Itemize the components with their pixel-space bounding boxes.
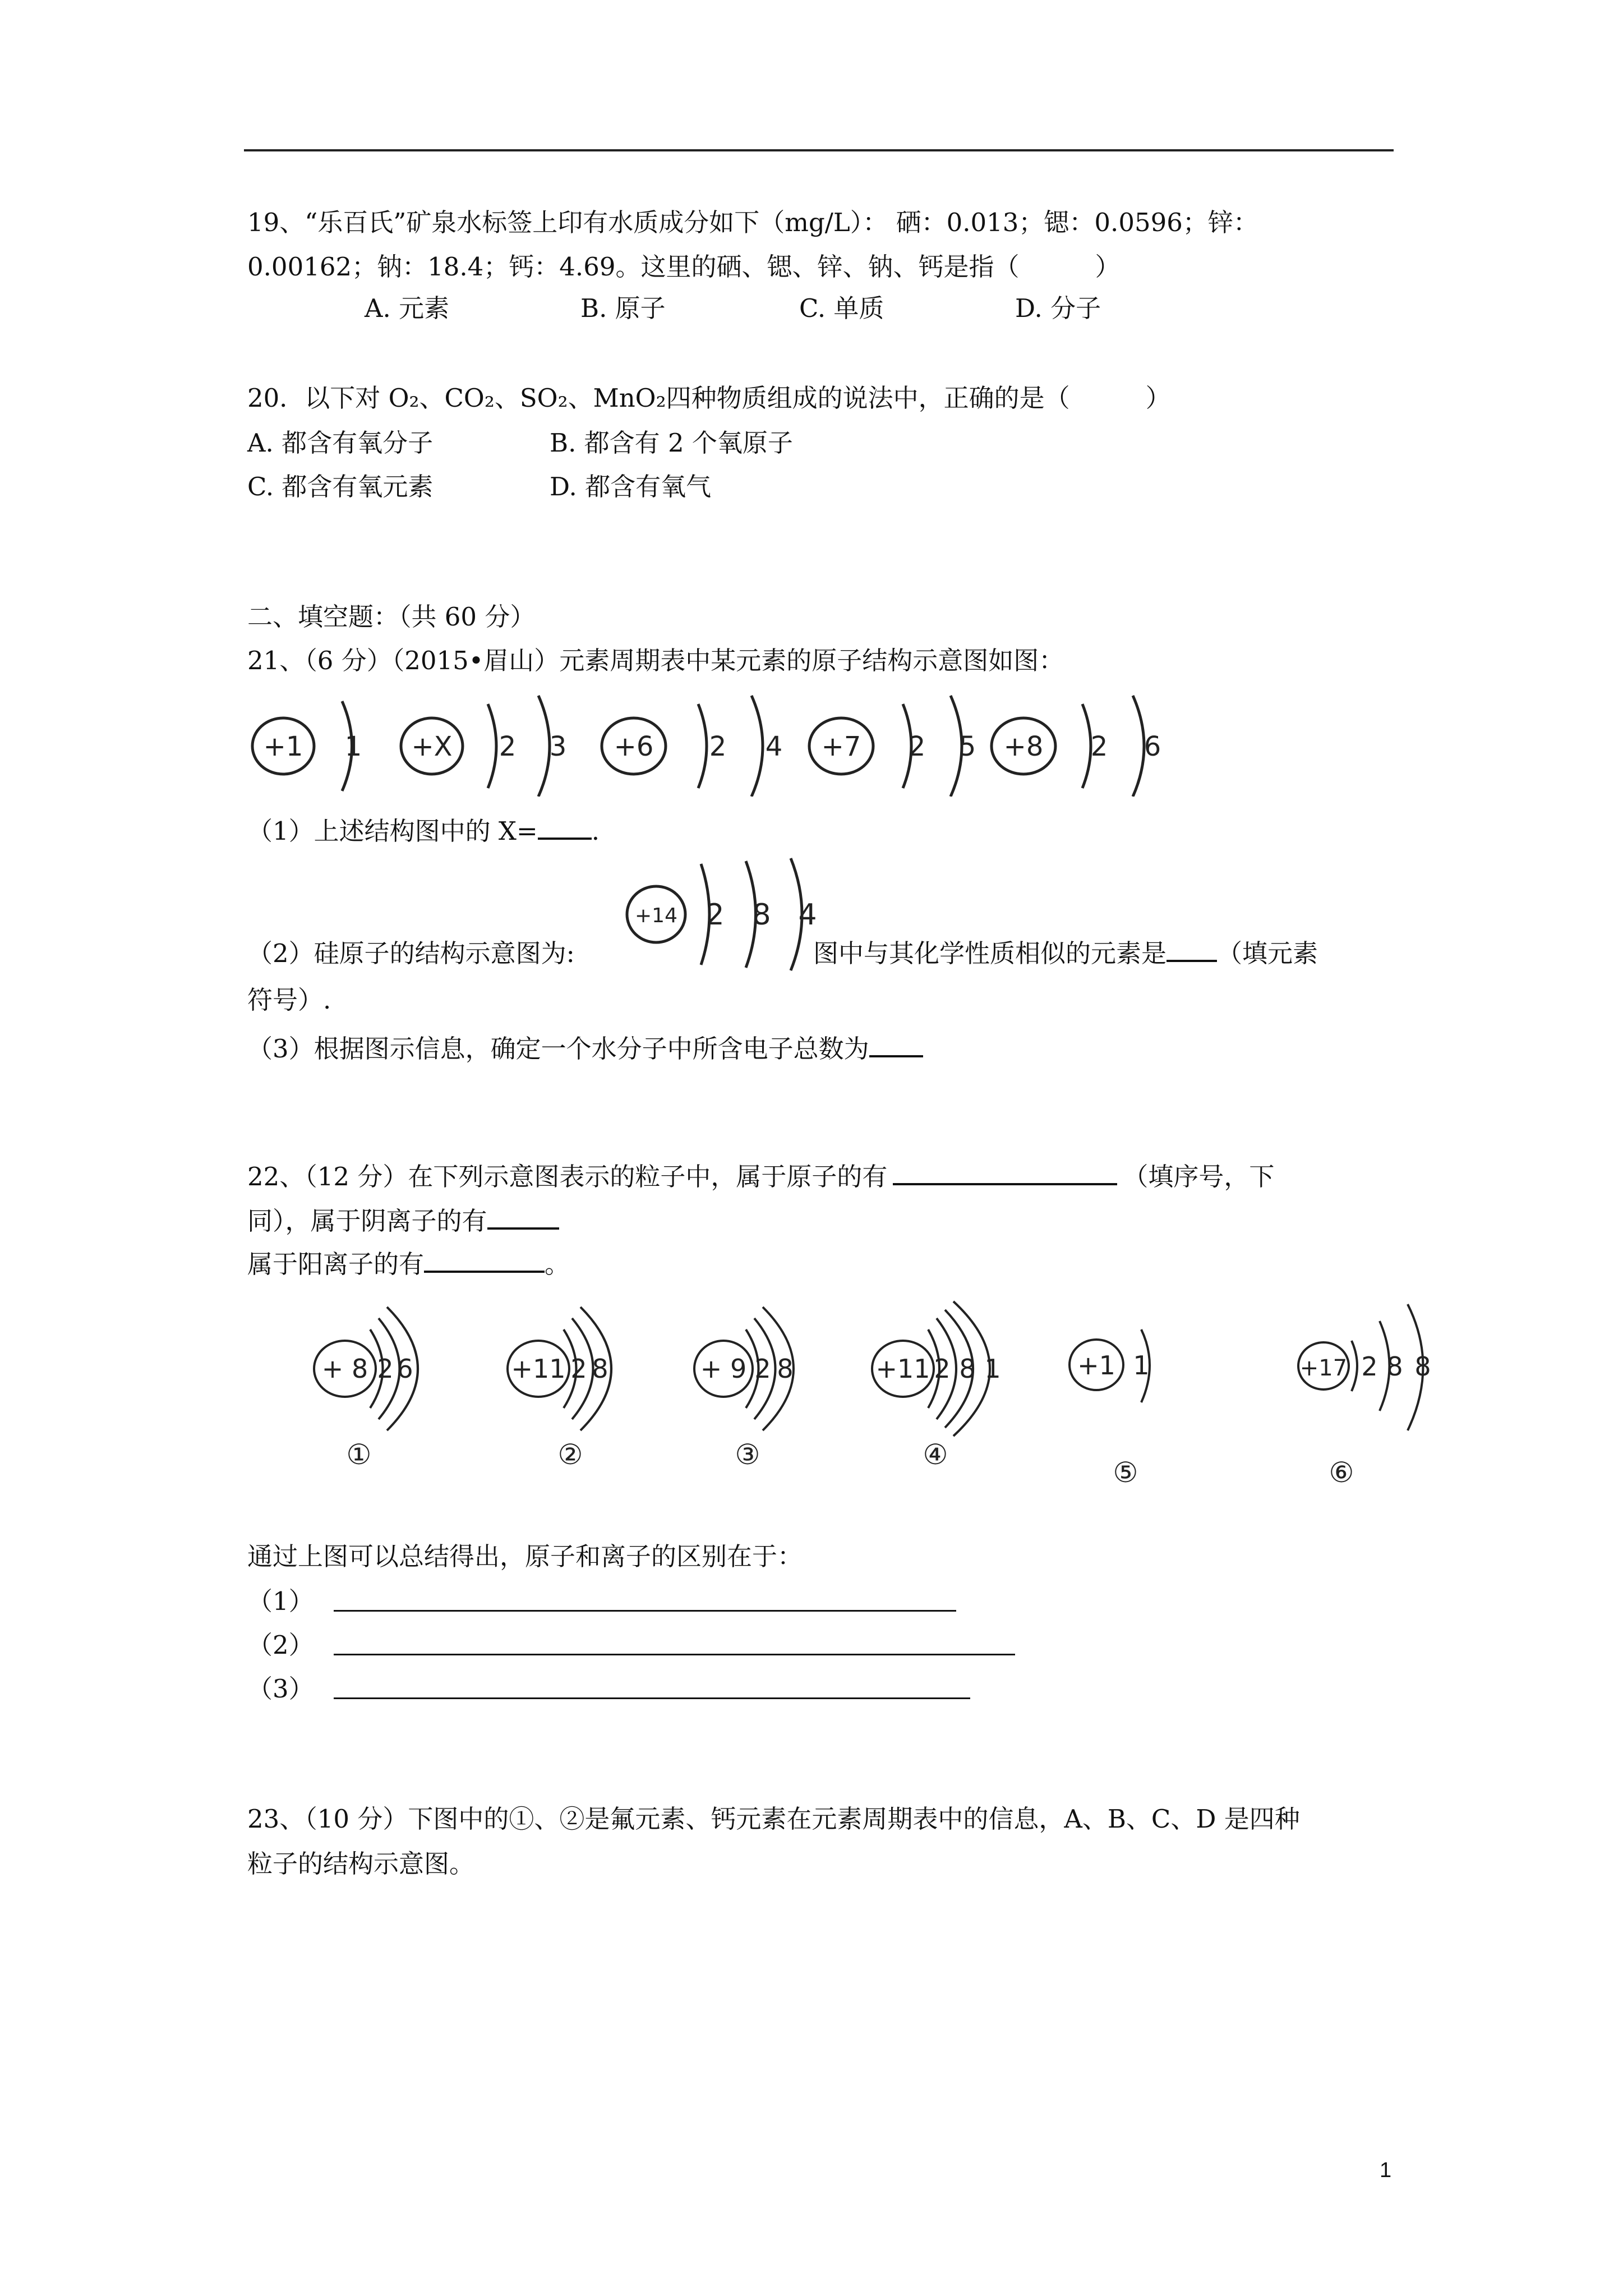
page-number: 1 xyxy=(1380,2159,1392,2182)
q22-answer-line-3[interactable] xyxy=(334,1697,970,1699)
p4-shell2: 8 xyxy=(959,1354,976,1384)
q21-x-blank[interactable] xyxy=(538,815,592,840)
p1-nucleus: + 8 xyxy=(321,1354,368,1384)
q21-sub2-b: 图中与其化学性质相似的元素是 xyxy=(813,938,1167,968)
q19-line1: 19、“乐百氏”矿泉水标签上印有水质成分如下（mg/L）： 硒：0.013；锶：0.0596；锌： xyxy=(247,208,1258,237)
p6-shell1: 2 xyxy=(1361,1351,1378,1382)
q22-line1-b: （填序号，下 xyxy=(1123,1162,1275,1191)
q22-item-2: （2） xyxy=(247,1630,314,1660)
atom5-shell1: 2 xyxy=(1090,731,1108,762)
q21-element-blank[interactable] xyxy=(1166,937,1217,962)
atom3-shell1: 2 xyxy=(709,731,727,762)
q22-line3-text: 属于阳离子的有 xyxy=(247,1249,425,1279)
atom5-nucleus: +8 xyxy=(1003,731,1044,762)
q20-option-b: B. 都含有 2 个氧原子 xyxy=(550,428,793,458)
atom4-nucleus: +7 xyxy=(821,731,861,762)
q22-item-1: （1） xyxy=(247,1586,314,1616)
q20-option-a: A. 都含有氧分子 xyxy=(247,428,434,458)
atom2-shell2: 3 xyxy=(549,731,567,762)
q22-line1-a: 22、（12 分）在下列示意图表示的粒子中，属于原子的有 xyxy=(247,1162,888,1191)
q20-stem: 20．以下对 O₂、CO₂、SO₂、MnO₂四种物质组成的说法中，正确的是（ ） xyxy=(247,383,1171,413)
atom2-shell1: 2 xyxy=(499,731,517,762)
p4-shell1: 2 xyxy=(934,1354,951,1384)
q22-summary: 通过上图可以总结得出，原子和离子的区别在于： xyxy=(247,1542,803,1571)
q19-option-c: C. 单质 xyxy=(799,293,884,323)
q22-answer-line-1[interactable] xyxy=(334,1610,956,1612)
atom3-shell2: 4 xyxy=(765,731,783,762)
p6-label: ⑥ xyxy=(1329,1456,1354,1489)
q22-cation-blank[interactable] xyxy=(424,1248,545,1273)
q22-line2 xyxy=(247,1204,559,1238)
p6-shell3: 8 xyxy=(1414,1351,1431,1382)
q21-stem: 21、（6 分）（2015•眉山）元素周期表中某元素的原子结构示意图如图： xyxy=(247,646,1064,675)
atom1-nucleus: +1 xyxy=(263,731,303,762)
q22-line3-end: 。 xyxy=(545,1249,570,1279)
silicon-nucleus: +14 xyxy=(635,904,677,927)
q21-sub1-end: . xyxy=(591,816,600,846)
p5-label: ⑤ xyxy=(1113,1456,1138,1489)
p1-shell2: 6 xyxy=(396,1354,413,1384)
silicon-shell2: 8 xyxy=(752,898,771,932)
q22-item-3: （3） xyxy=(247,1674,314,1704)
p2-shell2: 8 xyxy=(592,1354,608,1384)
q21-sub1-text: （1）上述结构图中的 X= xyxy=(247,816,538,846)
q22-particle-diagrams xyxy=(297,1296,1464,1503)
p3-shell2: 8 xyxy=(777,1354,794,1384)
p3-shell1: 2 xyxy=(754,1354,771,1384)
p4-nucleus: +11 xyxy=(875,1354,930,1384)
q21-sub1 xyxy=(247,815,600,848)
atom5-shell2: 6 xyxy=(1144,731,1161,762)
silicon-shell3: 4 xyxy=(798,898,817,932)
q21-sub2-d: 符号）. xyxy=(247,985,331,1015)
q22-anion-blank[interactable] xyxy=(487,1205,559,1230)
q20-option-c: C. 都含有氧元素 xyxy=(247,472,434,501)
atom3-nucleus: +6 xyxy=(614,731,654,762)
q22-line1 xyxy=(247,1160,1274,1194)
q23-line2: 粒子的结构示意图。 xyxy=(247,1849,475,1879)
header-rule xyxy=(244,149,1394,151)
q21-sub3 xyxy=(247,1032,923,1066)
q23-line1: 23、（10 分）下图中的①、②是氟元素、钙元素在元素周期表中的信息，A、B、C、D 是四种 xyxy=(247,1804,1300,1834)
atom2-nucleus: +X xyxy=(411,731,453,762)
section2-title: 二、填空题：（共 60 分） xyxy=(247,602,536,632)
p2-shell1: 2 xyxy=(570,1354,587,1384)
silicon-diagram xyxy=(623,853,824,973)
p6-nucleus: +17 xyxy=(1299,1355,1348,1381)
p4-shell3: 1 xyxy=(984,1354,1001,1384)
silicon-shell1: 2 xyxy=(706,898,725,932)
atom4-shell2: 5 xyxy=(958,731,976,762)
q22-line3 xyxy=(247,1248,570,1281)
p6-shell2: 8 xyxy=(1386,1351,1403,1382)
q21-electron-blank[interactable] xyxy=(869,1033,923,1057)
q21-sub3-text: （3）根据图示信息，确定一个水分子中所含电子总数为 xyxy=(247,1034,869,1064)
q21-atom-diagrams xyxy=(241,684,1183,797)
q19-line2: 0.00162；钠：18.4；钙：4.69。这里的硒、锶、锌、钠、钙是指（ ） xyxy=(247,252,1121,282)
p2-label: ② xyxy=(557,1438,583,1471)
p5-nucleus: +1 xyxy=(1077,1350,1115,1381)
q22-answer-line-2[interactable] xyxy=(334,1654,1015,1655)
p1-label: ① xyxy=(346,1438,372,1471)
p5-shell1: 1 xyxy=(1133,1350,1150,1381)
q22-line2-text: 同），属于阴离子的有 xyxy=(247,1206,487,1236)
atom4-shell1: 2 xyxy=(908,731,926,762)
p4-label: ④ xyxy=(923,1438,948,1471)
q22-atom-blank[interactable] xyxy=(893,1161,1117,1185)
p1-shell1: 2 xyxy=(377,1354,394,1384)
q19-option-a: A. 元素 xyxy=(365,293,450,323)
p3-nucleus: + 9 xyxy=(700,1354,747,1384)
q21-sub2 xyxy=(247,937,575,970)
p2-nucleus: +11 xyxy=(511,1354,566,1384)
q21-sub2-c: （填元素 xyxy=(1217,938,1318,968)
q21-sub2-a: （2）硅原子的结构示意图为: xyxy=(247,938,575,968)
q19-option-d: D. 分子 xyxy=(1015,293,1101,323)
q20-option-d: D. 都含有氧气 xyxy=(550,472,712,501)
atom1-shell1: 1 xyxy=(344,731,362,762)
p3-label: ③ xyxy=(735,1438,760,1471)
q19-option-b: B. 原子 xyxy=(580,293,666,323)
q21-sub2-right xyxy=(813,937,1318,970)
